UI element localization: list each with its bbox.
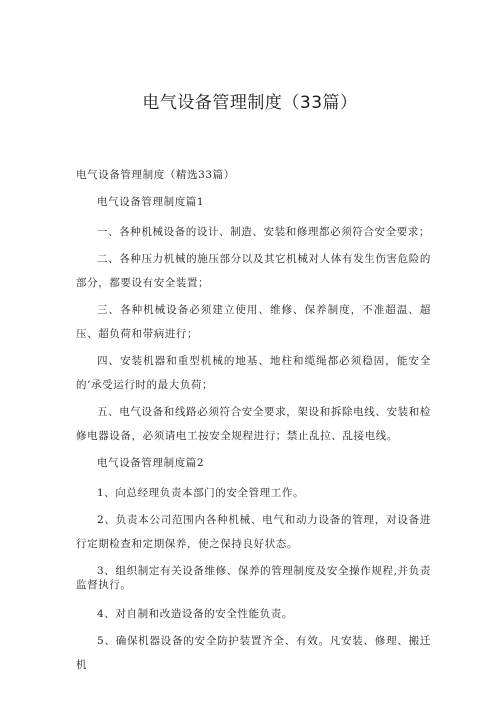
paragraph: 四、安装机器和重型机械的地基、地柱和缆绳都必须稳固，能安全的’承受运行时的最大负荷；	[76, 355, 431, 391]
paragraph: 1、向总经理负责本部门的安全管理工作。	[97, 487, 305, 499]
paragraph: 一、各种机械设备的设计、制造、安装和修理都必须符合安全要求；	[97, 226, 430, 238]
paragraph: 5、确保机器设备的安全防护装置齐全、有效。凡安装、修理、搬迁机	[76, 635, 431, 671]
paragraph: 三、各种机械设备必须建立使用、维修、保养制度，不准超温、超压、超负荷和带病进行；	[76, 304, 431, 340]
paragraph: 二、各种压力机械的施压部分以及其它机械对人体有发生伤害危险的部分，都要设有安全装置；	[76, 253, 431, 289]
document-title: 电气设备管理制度（33篇）	[142, 93, 358, 113]
section-heading-2: 电气设备管理制度篇2	[97, 457, 205, 469]
document-body	[76, 163, 431, 680]
paragraph: 2、负责本公司范围内各种机械、电气和动力设备的管理，对设备进行定期检查和定期保养，使之保持良好状态。	[76, 514, 431, 550]
paragraph: 4、对自制和改造设备的安全性能负责。	[97, 608, 293, 620]
paragraph: 五、电气设备和线路必须符合安全要求，架设和拆除电线、安装和检修电器设备，必须请电工按安全规程进行；禁止乱拉、乱接电线。	[76, 406, 431, 442]
document-subtitle: 电气设备管理制度（精选33篇）	[76, 169, 235, 181]
paragraph: 3、组织制定有关设备维修、保养的管理制度及安全操作规程,并负责监督执行。	[76, 565, 431, 591]
section-heading-1: 电气设备管理制度篇1	[97, 196, 205, 208]
